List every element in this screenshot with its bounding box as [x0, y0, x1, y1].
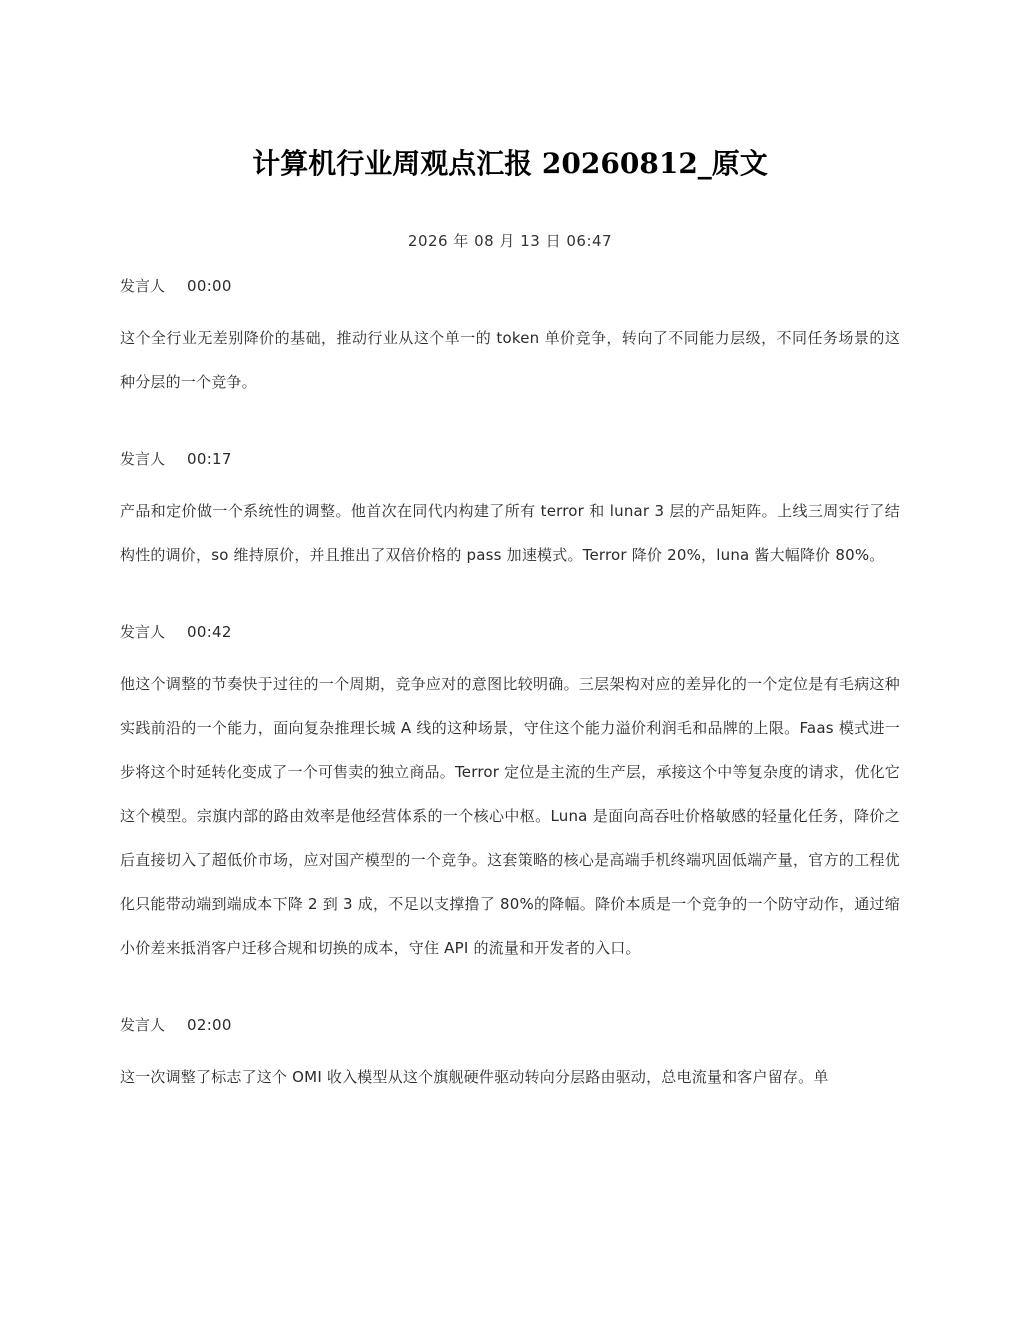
segment-timestamp: 02:00 [187, 1016, 232, 1034]
speaker-line [120, 1011, 900, 1039]
speaker-label: 发言人 [120, 450, 166, 468]
speaker-line [120, 272, 900, 300]
speaker-line [120, 445, 900, 473]
speaker-label: 发言人 [120, 1016, 166, 1034]
segment-timestamp: 00:42 [187, 623, 232, 641]
segment-timestamp: 00:17 [187, 450, 232, 468]
segment-text: 产品和定价做一个系统性的调整。他首次在同代内构建了所有 terror 和 lunar 3 层的产品矩阵。上线三周实行了结构性的调价，so 维持原价，并且推出了双倍价格的 pass 加速模式。Terror 降价 20%，luna 酱大幅降价 80%。 [120, 502, 900, 564]
transcript [120, 272, 900, 1140]
transcript-segment [120, 618, 900, 970]
document-datetime: 2026 年 08 月 13 日 06:47 [407, 232, 613, 250]
transcript-segment [120, 1011, 900, 1099]
segment-text: 这个全行业无差别降价的基础，推动行业从这个单一的 token 单价竞争，转向了不同能力层级，不同任务场景的这种分层的一个竞争。 [120, 329, 900, 391]
segment-timestamp: 00:00 [187, 277, 232, 295]
speaker-label: 发言人 [120, 277, 166, 295]
speaker-line [120, 618, 900, 646]
segment-text: 他这个调整的节奏快于过往的一个周期，竞争应对的意图比较明确。三层架构对应的差异化的一个定位是有毛病这种实践前沿的一个能力，面向复杂推理长城 A 线的这种场景，守住这个能力溢价利润毛和品牌的上限。Faas 模式进一步将这个时延转化变成了一个可售卖的独立商品。Terror 定位是主流的生产层，承接这个中等复杂度的请求，优化它这个模型。宗旗内部的路由效率是他经营体系的一个核心中枢。Luna 是面向高吞吐价格敏感的轻量化任务，降价之后直接切入了超低价市场，应对国产模型的一个竞争。这套策略的核心是高端手机终端巩固低端产量，官方的工程优化只能带动端到端成本下降 2 到 3 成，不足以支撑撸了 80%的降幅。降价本质是一个竞争的一个防守动作，通过缩小价差来抵消客户迁移合规和切换的成本，守住 API 的流量和开发者的入口。 [120, 675, 900, 957]
document-title: 计算机行业周观点汇报 20260812_原文 [252, 147, 768, 180]
segment-text: 这一次调整了标志了这个 OMI 收入模型从这个旗舰硬件驱动转向分层路由驱动，总电流量和客户留存。单 [120, 1068, 829, 1086]
transcript-segment [120, 272, 900, 404]
speaker-label: 发言人 [120, 623, 166, 641]
transcript-segment [120, 445, 900, 577]
